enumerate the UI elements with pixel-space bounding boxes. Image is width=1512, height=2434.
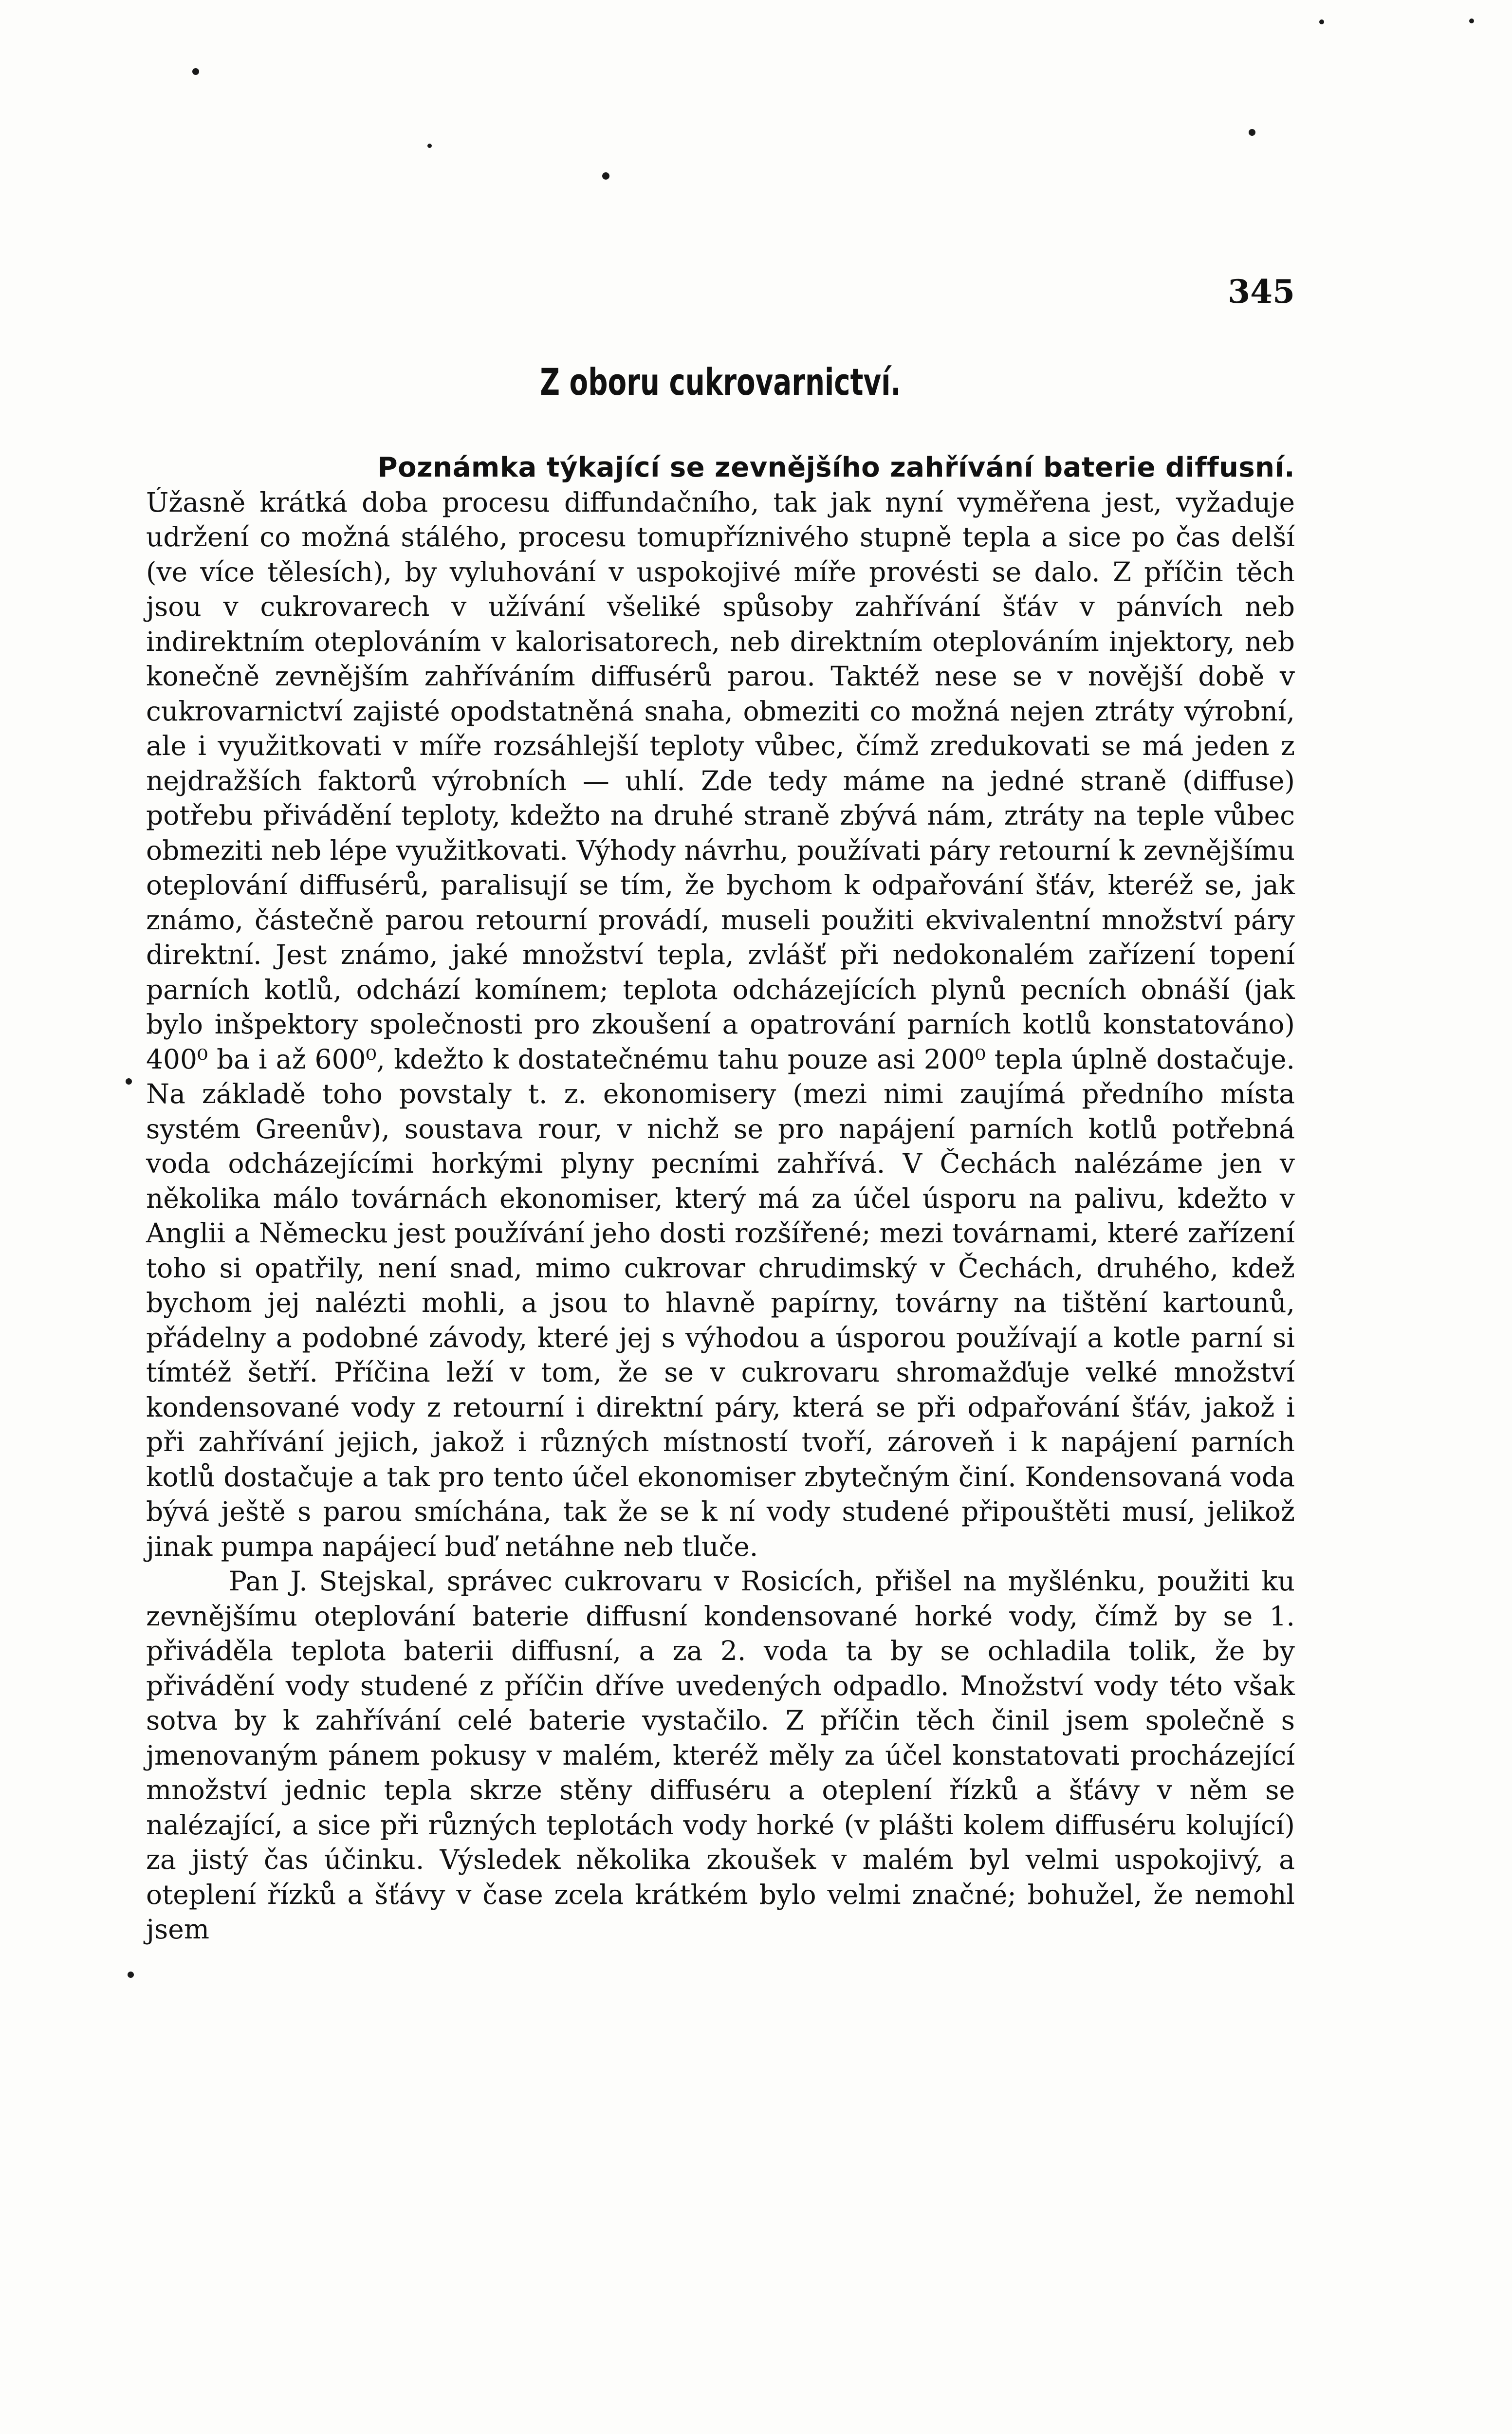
page-number: 345 xyxy=(1228,273,1295,311)
print-speck xyxy=(126,1078,132,1085)
article-title: Z oboru cukrovarnictví. xyxy=(540,360,901,404)
paragraph: Pan J. Stejskal, správec cukrovaru v Rosicích, přišel na myšlénku, použiti ku zevnějšímu oteplování baterie diffusní kondensované horké vody, čímž by se 1. přiváděla teplota baterii diffusní, a za 2. voda ta by se ochladila tolik, že by přivádění vody studené z příčin dříve uvedených odpadlo. Množství vody této však sotva by k zahřívání celé baterie vystačilo. Z příčin těch činil jsem společně s jmenovaným pánem pokusy v malém, kteréž měly za účel konstatovati procházející množství jednic tepla skrze stěny diffuséru a oteplení řízků a šťávy v něm se nalézající, a sice při různých teplotách vody horké (v plášti kolem diffuséru kolující) za jistý čas účinku. Výsledek několika zkoušek v malém byl velmi uspokojivý, a oteplení řízků a šťávy v čase zcela krátkém bylo velmi značné; bohužel, že nemohl jsem xyxy=(146,1566,1295,1945)
print-speck xyxy=(427,144,432,148)
paragraph: Úžasně krátká doba procesu diffundačního, tak jak nyní vyměřena jest, vyžaduje udržení co možná stálého, procesu tomupříznivého stupně tepla a sice po čas delší (ve více tělesích), by vyluhování v uspokojivé míře provésti se dalo. Z příčin těch jsou v cukrovarech v užívání všeliké spůsoby zahřívání šťáv v pánvích neb indirektním oteplováním v kalorisatorech, neb direktním oteplováním injektory, neb konečně zevnějším zahříváním diffusérů parou. Taktéž nese se v novější době v cukrovarnictví zajisté opodstatněná snaha, obmeziti co možná nejen ztráty výrobní, ale i využitkovati v míře rozsáhlejší teploty vůbec, čímž zredukovati se má jeden z nejdražších faktorů výrobních — uhlí. Zde tedy máme na jedné straně (diffuse) potřebu přivádění teploty, kdežto na druhé straně zbývá nám, ztráty na teple vůbec obmeziti neb lépe využitkovati. Výhody návrhu, používati páry retourní k zevnějšímu oteplování diffusérů, paralisují se tím, že bychom k odpařování šťáv, kteréž se, jak známo, částečně parou retourní provádí, museli použiti ekvivalentní množství páry direktní. Jest známo, jaké množství tepla, zvlášť při nedokonalém zařízení topení parních kotlů, odchází komínem; teplota odcházejících plynů pecních obnáší (jak bylo inšpektory společnosti pro zkoušení a opatrování parních kotlů konstatováno) 400⁰ ba i až 600⁰, kdežto k dostatečnému tahu pouze asi 200⁰ tepla úplně dostačuje. Na základě toho povstaly t. z. ekonomisery (mezi nimi zaujímá předního místa systém Greenův), soustava rour, v nichž se pro napájení parních kotlů potřebná voda odcházejícími horkými plyny pecními zahřívá. V Čechách nalézáme jen v několika málo továrnách ekonomiser, který má za účel úsporu na palivu, kdežto v Anglii a Německu jest používání jeho dosti rozšířené; mezi továrnami, které zařízení toho si opatřily, není snad, mimo cukrovar chrudimský v Čechách, druhého, kdež bychom jej nalézti mohli, a jsou to hlavně papírny, továrny na tištění kartounů, přádelny a podobné závody, které jej s výhodou a úsporou používají a kotle parní si tímtéž šetří. Příčina leží v tom, že se v cukrovaru shromažďuje velké množství kondensované vody z retourní i direktní páry, která se při odpařování šťáv, jakož i při zahřívání jejich, jakož i různých místností tvoří, zároveň i k napájení parních kotlů dostačuje a tak pro tento účel ekonomiser zbytečným činí. Kondensovaná voda bývá ještě s parou smíchána, tak že se k ní vody studené připouštěti musí, jelikož jinak pumpa napájecí buď netáhne neb tluče. xyxy=(146,486,1295,1562)
section-heading: Poznámka týkající se zevnějšího zahřívání baterie diffusní. xyxy=(377,452,1295,483)
article-body xyxy=(146,450,1295,1947)
print-speck xyxy=(1249,129,1255,136)
print-speck xyxy=(602,172,609,180)
print-speck xyxy=(1469,18,1474,23)
print-speck xyxy=(1319,19,1324,24)
print-speck xyxy=(128,1972,134,1978)
print-speck xyxy=(192,68,199,75)
